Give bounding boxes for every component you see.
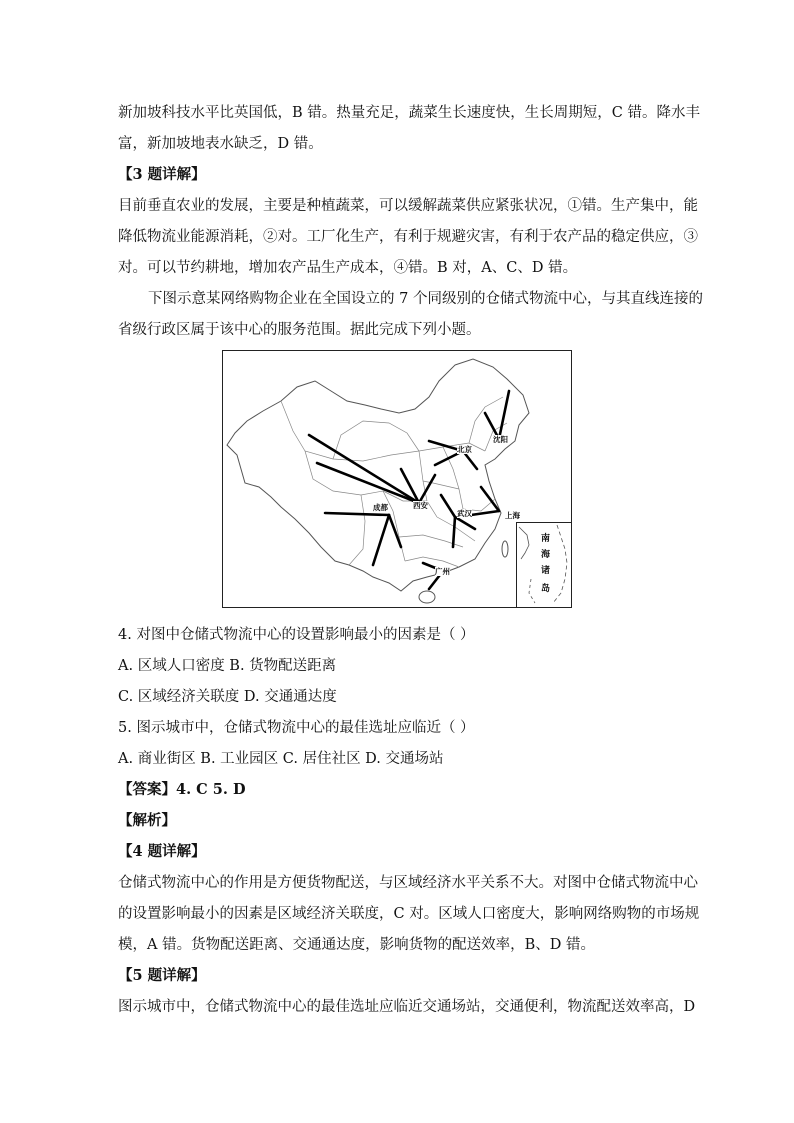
analysis-heading: 【解析】	[118, 812, 176, 829]
question-4-options-2: C. 区域经济关联度 D. 交通通达度	[118, 689, 337, 705]
question-4-options-1: A. 区域人口密度 B. 货物配送距离	[118, 658, 337, 674]
question-4: 4. 对图中仓储式物流中心的设置影响最小的因素是（ ）	[118, 627, 475, 643]
q5-detail-heading: 【5 题详解】	[118, 967, 206, 984]
city-label-shenyang: 沈阳	[493, 435, 508, 444]
city-label-chengdu: 成都	[373, 503, 388, 512]
text-line: 模，A 错。货物配送距离、交通通达度，影响货物的配送效率，B、D 错。	[118, 937, 595, 953]
inset-label-char: 海	[541, 550, 551, 560]
text-line: 富，新加坡地表水缺乏，D 错。	[118, 136, 323, 152]
text-line: 下图示意某网络购物企业在全国设立的 7 个同级别的仓储式物流中心，与其直线连接的	[148, 291, 703, 307]
text-line: 仓储式物流中心的作用是方便货物配送，与区域经济水平关系不大。对图中仓储式物流中心	[118, 875, 698, 891]
city-label-shanghai: 上海	[505, 511, 520, 520]
text-line: 图示城市中，仓储式物流中心的最佳选址应临近交通场站，交通便利，物流配送效率高，D	[118, 999, 696, 1015]
inset-label-char: 南	[541, 534, 551, 544]
text-line: 新加坡科技水平比英国低，B 错。热量充足，蔬菜生长速度快，生长周期短，C 错。降水丰	[118, 105, 700, 121]
inset-label-char: 诸	[541, 566, 551, 576]
text-line: 降低物流业能源消耗，②对。工厂化生产，有利于规避灾害，有利于农产品的稳定供应，③	[118, 229, 698, 245]
text-line: 目前垂直农业的发展，主要是种植蔬菜，可以缓解蔬菜供应紧张状况，①错。生产集中，能	[118, 198, 698, 214]
inset-label-char: 岛	[541, 584, 551, 594]
text-line: 对。可以节约耕地，增加农产品生产成本，④错。B 对，A、C、D 错。	[118, 260, 578, 276]
question-5-options: A. 商业街区 B. 工业园区 C. 居住社区 D. 交通场站	[118, 751, 444, 767]
answer-line: 【答案】4. C 5. D	[118, 781, 246, 798]
china-outline	[227, 359, 529, 591]
china-logistics-map	[222, 350, 572, 608]
text-line: 的设置影响最小的因素是区域经济关联度，C 对。区域人口密度大，影响网络购物的市场规	[118, 906, 700, 922]
south-china-sea-inset	[516, 522, 571, 607]
q4-detail-heading: 【4 题详解】	[118, 843, 206, 860]
city-label-guangzhou: 广州	[435, 567, 450, 576]
city-label-beijing: 北京	[457, 445, 472, 454]
section-heading: 【3 题详解】	[118, 166, 206, 183]
city-label-xian: 西安	[413, 501, 428, 510]
text-line: 省级行政区属于该中心的服务范围。据此完成下列小题。	[118, 322, 481, 338]
city-label-wuhan: 武汉	[457, 509, 472, 518]
question-5: 5. 图示城市中，仓储式物流中心的最佳选址应临近（ ）	[118, 720, 475, 736]
